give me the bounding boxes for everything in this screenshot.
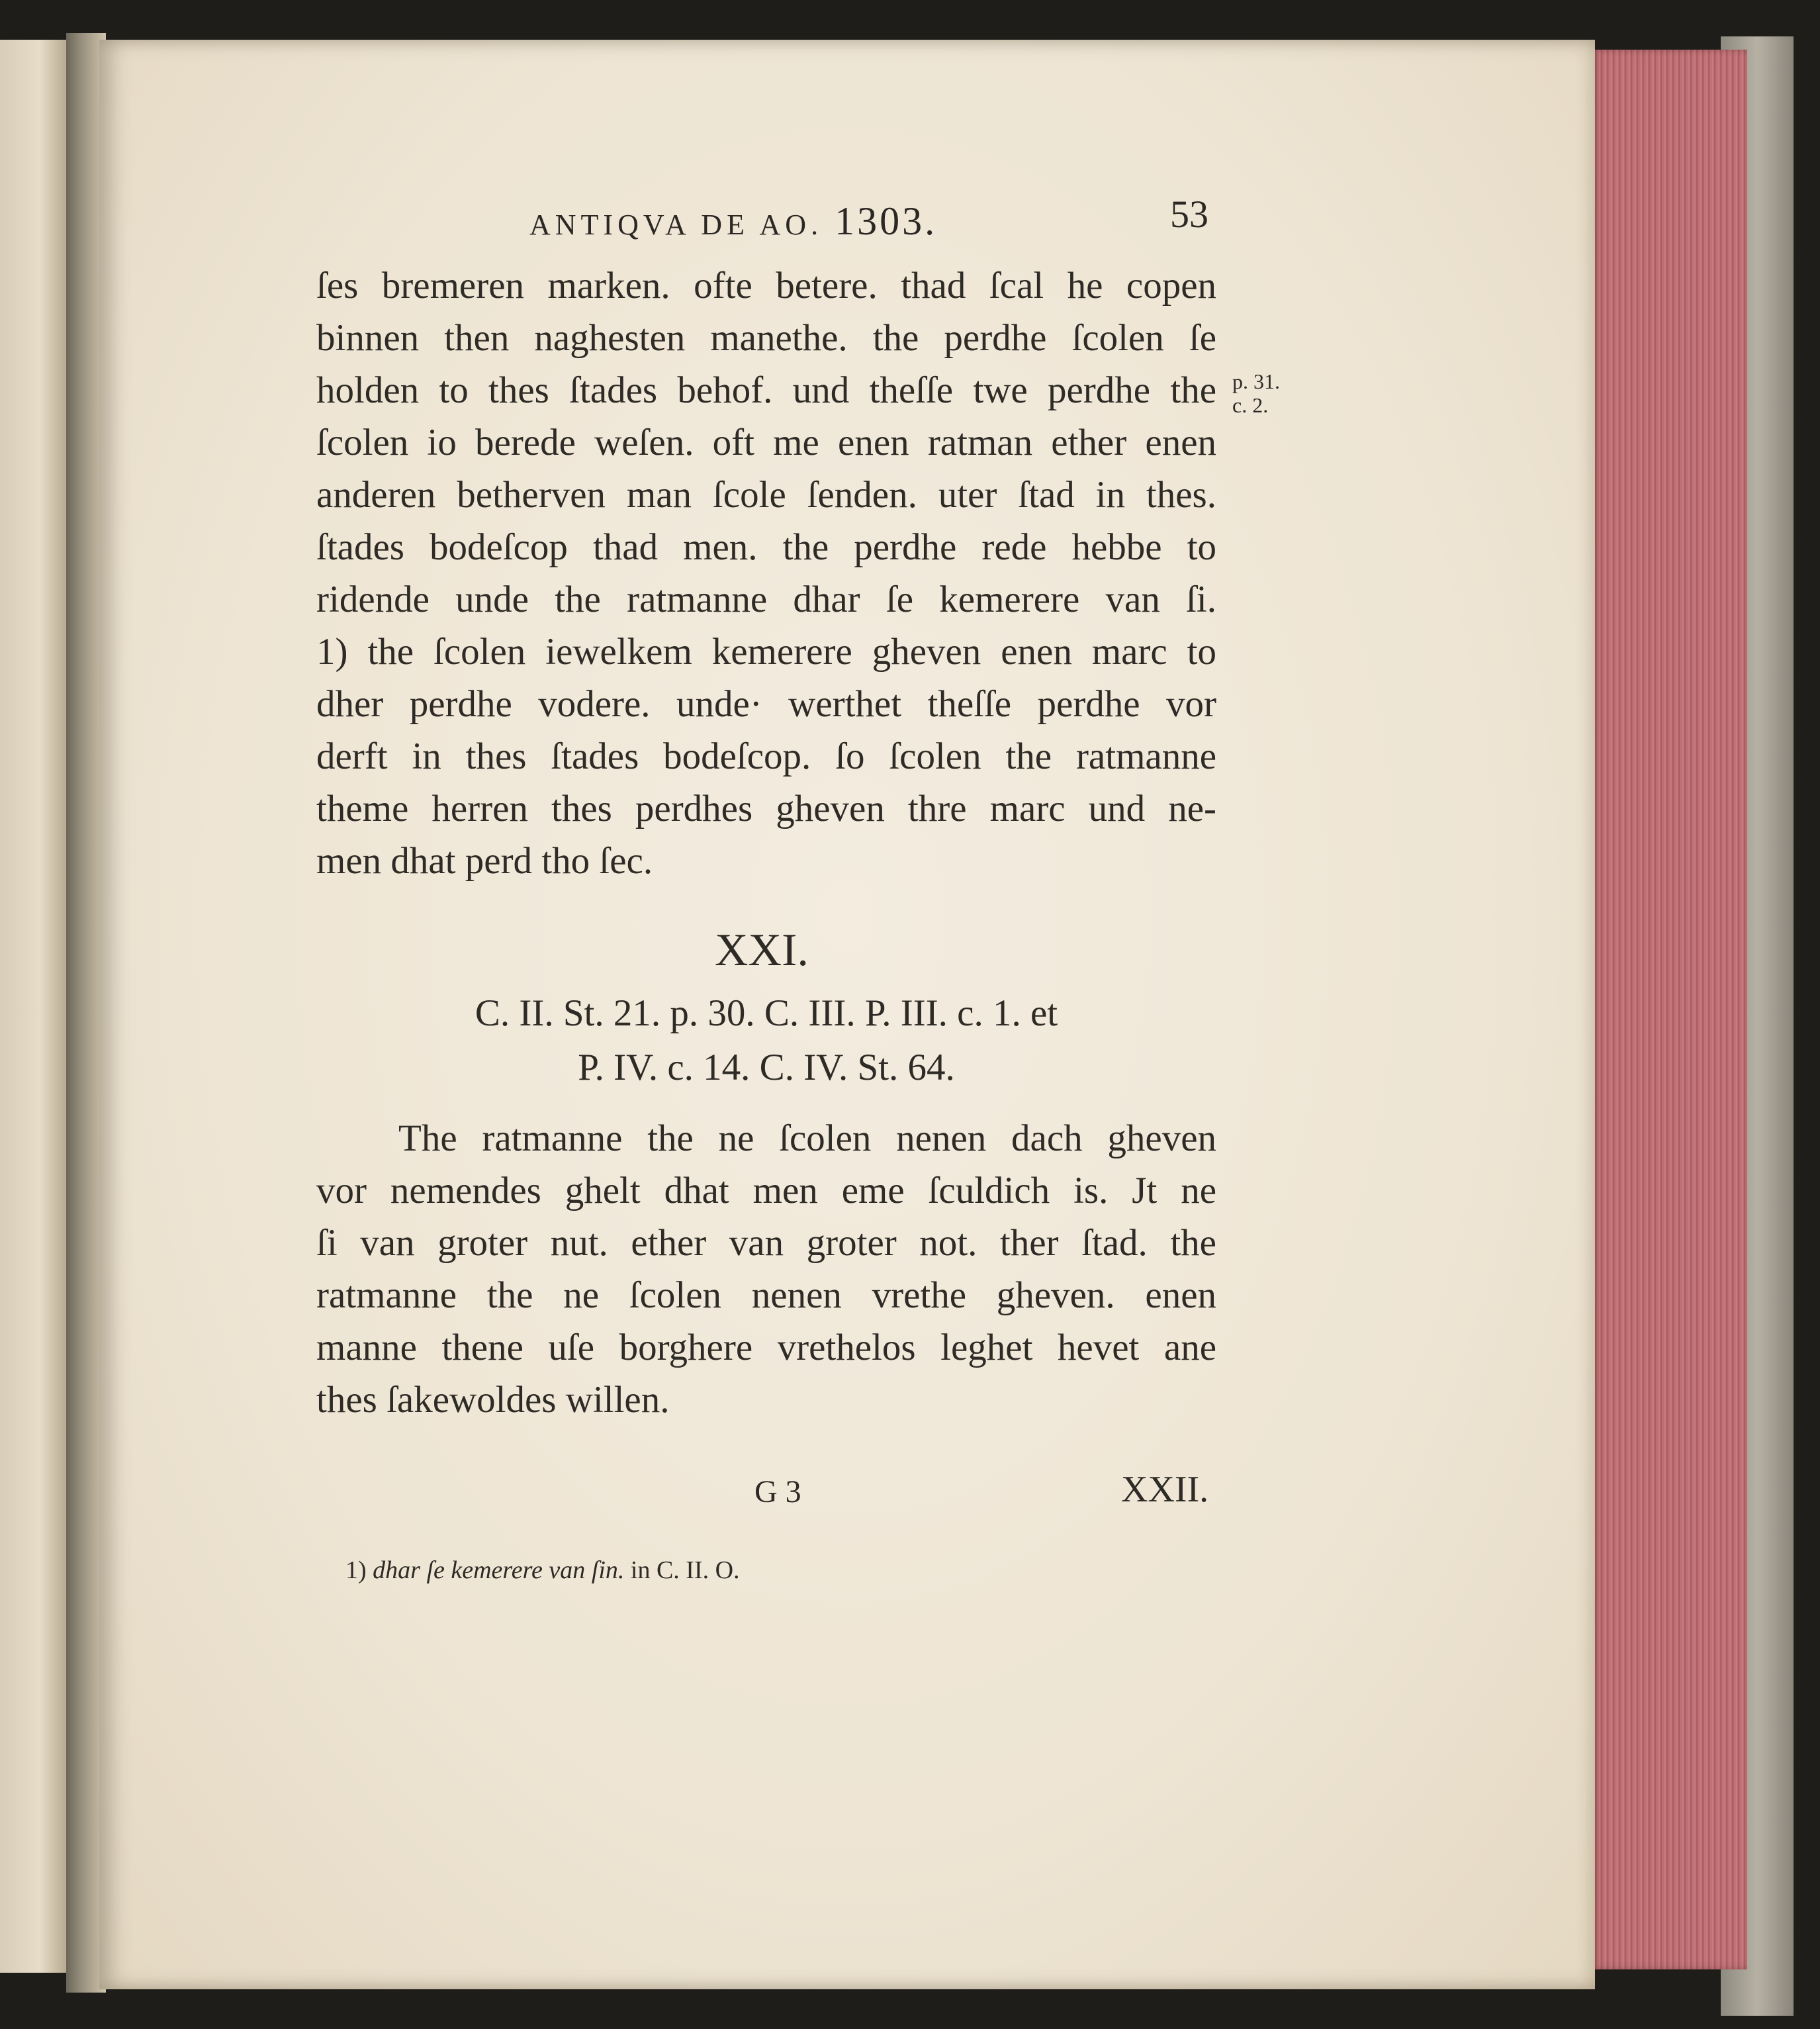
- running-title: ANTIQVA DE AO.: [529, 209, 823, 241]
- section-number: XXI.: [715, 925, 809, 976]
- text-line: men dhat perd tho ſec.: [316, 840, 653, 882]
- footnote-italic-text: dhar ſe kemerere van ſin.: [373, 1556, 625, 1584]
- text-line: vor nemendes ghelt dhat men eme ſculdich is. Jt ne: [316, 1170, 1216, 1211]
- page-number: 53: [1170, 193, 1208, 236]
- text-line: manne thene uſe borghere vrethelos leghet hevet ane: [316, 1327, 1216, 1368]
- section-references: [316, 986, 1216, 1095]
- margin-note-line: c. 2.: [1232, 393, 1269, 417]
- page-block-edge: [1592, 50, 1747, 1969]
- footnote-marker: 1): [345, 1556, 367, 1584]
- text-line: thes ſakewoldes willen.: [316, 1379, 670, 1421]
- section-ref-line: P. IV. c. 14. C. IV. St. 64.: [578, 1047, 955, 1088]
- signature-mark: G 3: [754, 1474, 801, 1509]
- text-line: ſes bremeren marken. ofte betere. thad ſcal he copen: [316, 265, 1216, 307]
- text-line: ſcolen io berede weſen. oft me enen ratman ether enen: [316, 422, 1216, 463]
- catchword: XXII.: [1121, 1469, 1209, 1510]
- text-line: theme herren thes perdhes gheven thre marc und ne-: [316, 788, 1216, 829]
- section-ref-line: C. II. St. 21. p. 30. C. III. P. III. c. 1. et: [475, 992, 1058, 1034]
- footnote: [345, 1556, 740, 1585]
- text-line: ſi van groter nut. ether van groter not. ther ſtad. the: [316, 1222, 1216, 1264]
- paragraph-1: [316, 260, 1216, 887]
- text-line: ſtades bodeſcop thad men. the perdhe rede hebbe to: [316, 526, 1216, 568]
- margin-note: [1232, 369, 1280, 417]
- text-line: dher perdhe vodere. unde· werthet theſſe perdhe vor: [316, 683, 1216, 725]
- facing-page-edge: [0, 40, 66, 1973]
- text-line: binnen then naghesten manethe. the perdhe ſcolen ſe: [316, 317, 1216, 359]
- paragraph-2: [316, 1112, 1216, 1426]
- margin-note-line: p. 31.: [1232, 369, 1280, 393]
- text-line: ridende unde the ratmanne dhar ſe kemerere van ſi.: [316, 579, 1216, 620]
- running-year: 1303.: [835, 199, 938, 243]
- footnote-text: in C. II. O.: [630, 1556, 740, 1584]
- text-line: holden to thes ſtades behof. und theſſe twe perdhe the: [316, 369, 1216, 411]
- text-line: 1) the ſcolen iewelkem kemerere gheven enen marc to: [316, 631, 1216, 673]
- text-line: anderen betherven man ſcole ſenden. uter ſtad in thes.: [316, 474, 1216, 516]
- text-line: derft in thes ſtades bodeſcop. ſo ſcolen the ratmanne: [316, 735, 1216, 777]
- text-line: ratmanne the ne ſcolen nenen vrethe gheven. enen: [316, 1274, 1216, 1316]
- running-header: [529, 199, 937, 244]
- text-line: The ratmanne the ne ſcolen nenen dach gheven: [398, 1117, 1216, 1159]
